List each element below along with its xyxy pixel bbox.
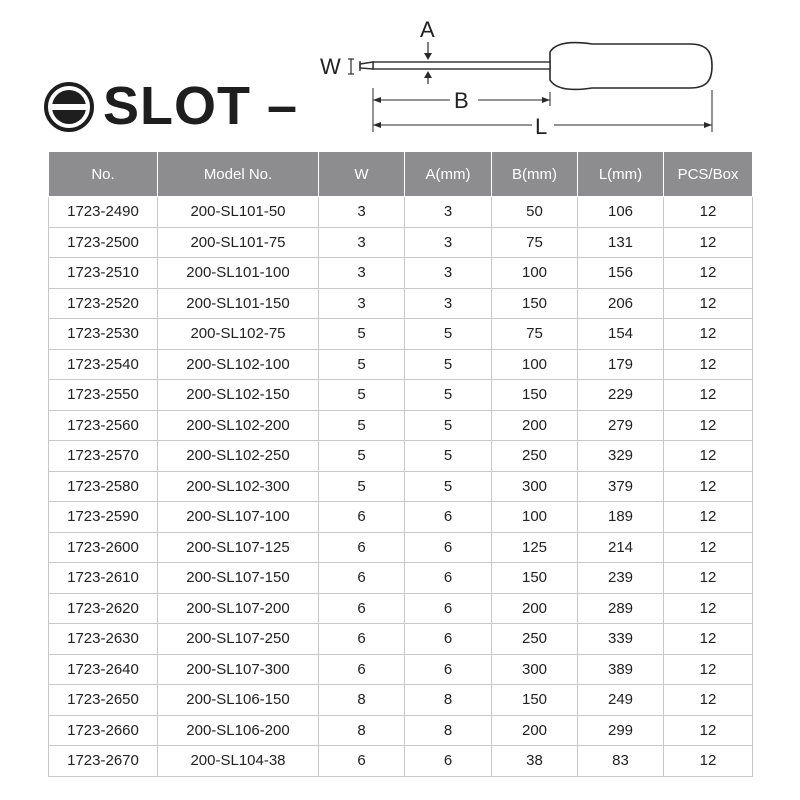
cell-model-no: 200-SL102-300 (158, 471, 319, 502)
cell-l: 106 (578, 197, 664, 228)
cell-a: 6 (405, 654, 492, 685)
table-row (49, 319, 753, 350)
cell-no: 1723-2650 (49, 685, 158, 716)
cell-model-no: 200-SL106-150 (158, 685, 319, 716)
cell-a: 3 (405, 258, 492, 289)
cell-model-no: 200-SL101-50 (158, 197, 319, 228)
cell-no: 1723-2630 (49, 624, 158, 655)
table-row (49, 410, 753, 441)
cell-w: 8 (319, 715, 405, 746)
cell-pcs-box: 12 (664, 380, 753, 411)
column-pcs-box: PCS/Box (664, 152, 753, 197)
cell-pcs-box: 12 (664, 715, 753, 746)
cell-l: 239 (578, 563, 664, 594)
cell-a: 5 (405, 441, 492, 472)
cell-no: 1723-2670 (49, 746, 158, 777)
cell-l: 279 (578, 410, 664, 441)
cell-a: 3 (405, 288, 492, 319)
cell-no: 1723-2540 (49, 349, 158, 380)
cell-pcs-box: 12 (664, 441, 753, 472)
cell-l: 389 (578, 654, 664, 685)
cell-no: 1723-2600 (49, 532, 158, 563)
cell-a: 5 (405, 471, 492, 502)
cell-w: 5 (319, 471, 405, 502)
cell-w: 3 (319, 197, 405, 228)
cell-b: 100 (492, 349, 578, 380)
table-row (49, 746, 753, 777)
cell-a: 6 (405, 532, 492, 563)
table-row (49, 197, 753, 228)
cell-w: 6 (319, 563, 405, 594)
cell-b: 50 (492, 197, 578, 228)
cell-no: 1723-2520 (49, 288, 158, 319)
cell-model-no: 200-SL101-150 (158, 288, 319, 319)
cell-model-no: 200-SL102-150 (158, 380, 319, 411)
cell-model-no: 200-SL107-150 (158, 563, 319, 594)
cell-a: 6 (405, 593, 492, 624)
cell-no: 1723-2550 (49, 380, 158, 411)
cell-b: 150 (492, 685, 578, 716)
cell-a: 5 (405, 349, 492, 380)
table-header-row (49, 152, 753, 197)
table-row (49, 685, 753, 716)
cell-a: 6 (405, 563, 492, 594)
cell-b: 38 (492, 746, 578, 777)
cell-pcs-box: 12 (664, 624, 753, 655)
label-b: B (454, 88, 469, 113)
cell-pcs-box: 12 (664, 593, 753, 624)
cell-pcs-box: 12 (664, 288, 753, 319)
cell-model-no: 200-SL102-100 (158, 349, 319, 380)
table-row (49, 441, 753, 472)
cell-b: 150 (492, 563, 578, 594)
cell-model-no: 200-SL107-100 (158, 502, 319, 533)
cell-pcs-box: 12 (664, 227, 753, 258)
table-row (49, 715, 753, 746)
cell-no: 1723-2570 (49, 441, 158, 472)
cell-w: 3 (319, 288, 405, 319)
column-l: L(mm) (578, 152, 664, 197)
column-a: A(mm) (405, 152, 492, 197)
cell-pcs-box: 12 (664, 319, 753, 350)
cell-b: 75 (492, 319, 578, 350)
table-row (49, 380, 753, 411)
table-row (49, 349, 753, 380)
cell-model-no: 200-SL107-250 (158, 624, 319, 655)
cell-l: 289 (578, 593, 664, 624)
cell-a: 6 (405, 746, 492, 777)
cell-a: 5 (405, 410, 492, 441)
cell-pcs-box: 12 (664, 685, 753, 716)
table-body (49, 197, 753, 777)
cell-l: 229 (578, 380, 664, 411)
cell-l: 83 (578, 746, 664, 777)
cell-model-no: 200-SL104-38 (158, 746, 319, 777)
cell-no: 1723-2640 (49, 654, 158, 685)
cell-pcs-box: 12 (664, 410, 753, 441)
cell-model-no: 200-SL107-300 (158, 654, 319, 685)
cell-w: 5 (319, 380, 405, 411)
cell-w: 6 (319, 532, 405, 563)
cell-model-no: 200-SL107-200 (158, 593, 319, 624)
cell-b: 200 (492, 593, 578, 624)
cell-model-no: 200-SL102-75 (158, 319, 319, 350)
cell-a: 6 (405, 624, 492, 655)
cell-pcs-box: 12 (664, 563, 753, 594)
cell-no: 1723-2620 (49, 593, 158, 624)
table-row (49, 624, 753, 655)
cell-pcs-box: 12 (664, 746, 753, 777)
cell-l: 131 (578, 227, 664, 258)
cell-pcs-box: 12 (664, 471, 753, 502)
cell-a: 5 (405, 380, 492, 411)
cell-pcs-box: 12 (664, 502, 753, 533)
cell-w: 5 (319, 410, 405, 441)
cell-l: 154 (578, 319, 664, 350)
cell-w: 5 (319, 441, 405, 472)
cell-no: 1723-2490 (49, 197, 158, 228)
slot-screw-head-icon (44, 82, 94, 132)
screwdriver-handle (550, 43, 712, 90)
cell-w: 3 (319, 258, 405, 289)
cell-no: 1723-2660 (49, 715, 158, 746)
cell-model-no: 200-SL101-75 (158, 227, 319, 258)
table-row (49, 654, 753, 685)
cell-a: 8 (405, 685, 492, 716)
table-row (49, 502, 753, 533)
cell-l: 299 (578, 715, 664, 746)
cell-a: 3 (405, 197, 492, 228)
table-row (49, 471, 753, 502)
table-row (49, 258, 753, 289)
cell-pcs-box: 12 (664, 349, 753, 380)
column-model-no: Model No. (158, 152, 319, 197)
cell-l: 189 (578, 502, 664, 533)
cell-b: 150 (492, 380, 578, 411)
cell-w: 8 (319, 685, 405, 716)
cell-l: 249 (578, 685, 664, 716)
table-row (49, 288, 753, 319)
cell-a: 6 (405, 502, 492, 533)
cell-l: 329 (578, 441, 664, 472)
cell-l: 179 (578, 349, 664, 380)
column-w: W (319, 152, 405, 197)
cell-pcs-box: 12 (664, 197, 753, 228)
table-row (49, 227, 753, 258)
cell-no: 1723-2530 (49, 319, 158, 350)
cell-b: 300 (492, 471, 578, 502)
cell-l: 206 (578, 288, 664, 319)
cell-w: 6 (319, 502, 405, 533)
spec-table (48, 151, 753, 777)
cell-a: 3 (405, 227, 492, 258)
page-title: SLOT – (103, 76, 299, 136)
cell-w: 6 (319, 746, 405, 777)
cell-model-no: 200-SL102-250 (158, 441, 319, 472)
cell-w: 3 (319, 227, 405, 258)
cell-b: 100 (492, 502, 578, 533)
cell-pcs-box: 12 (664, 654, 753, 685)
cell-b: 250 (492, 624, 578, 655)
cell-b: 150 (492, 288, 578, 319)
cell-b: 300 (492, 654, 578, 685)
cell-b: 125 (492, 532, 578, 563)
cell-no: 1723-2580 (49, 471, 158, 502)
label-w: W (320, 54, 341, 79)
cell-a: 8 (405, 715, 492, 746)
column-no: No. (49, 152, 158, 197)
cell-model-no: 200-SL106-200 (158, 715, 319, 746)
label-l: L (535, 114, 548, 138)
cell-a: 5 (405, 319, 492, 350)
cell-l: 339 (578, 624, 664, 655)
cell-model-no: 200-SL102-200 (158, 410, 319, 441)
screwdriver-shaft (373, 62, 550, 69)
cell-no: 1723-2500 (49, 227, 158, 258)
cell-no: 1723-2560 (49, 410, 158, 441)
cell-b: 250 (492, 441, 578, 472)
column-b: B(mm) (492, 152, 578, 197)
cell-no: 1723-2510 (49, 258, 158, 289)
cell-b: 200 (492, 410, 578, 441)
cell-l: 379 (578, 471, 664, 502)
cell-w: 6 (319, 624, 405, 655)
cell-no: 1723-2590 (49, 502, 158, 533)
label-a: A (420, 17, 435, 42)
cell-model-no: 200-SL107-125 (158, 532, 319, 563)
table-row (49, 563, 753, 594)
cell-no: 1723-2610 (49, 563, 158, 594)
table-row (49, 532, 753, 563)
cell-w: 6 (319, 593, 405, 624)
cell-pcs-box: 12 (664, 532, 753, 563)
cell-l: 156 (578, 258, 664, 289)
table-row (49, 593, 753, 624)
cell-b: 200 (492, 715, 578, 746)
page-header (0, 0, 800, 150)
cell-b: 100 (492, 258, 578, 289)
cell-w: 5 (319, 349, 405, 380)
screwdriver-dimension-diagram (310, 8, 730, 138)
cell-l: 214 (578, 532, 664, 563)
cell-w: 6 (319, 654, 405, 685)
cell-w: 5 (319, 319, 405, 350)
cell-pcs-box: 12 (664, 258, 753, 289)
cell-model-no: 200-SL101-100 (158, 258, 319, 289)
cell-b: 75 (492, 227, 578, 258)
